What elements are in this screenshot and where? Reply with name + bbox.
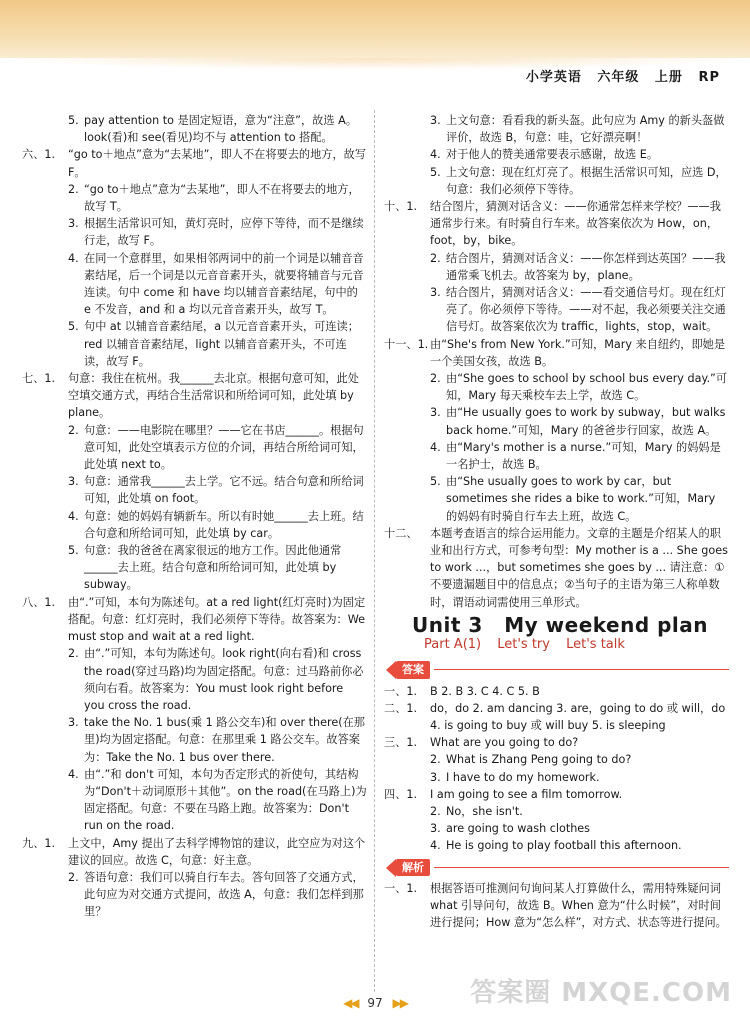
answer-item [384, 820, 729, 837]
item-text: 由“Mary's mother is a nurse.”可知，Mary 的妈妈是一名护士，故选 B。 [446, 440, 721, 472]
item-text: 句意：我的爸爸在离家很远的地方工作。因此他通常______去上班。结合句意和所给词可知，此处填 by subway。 [84, 544, 342, 592]
item-number: 十、1. [384, 200, 418, 214]
item-text: 由“She usually goes to work by car，but sometimes she rides a bike to work.”可知，Mary 的妈妈有时骑自行车去上班，故选 C。 [446, 475, 716, 523]
answer-item [22, 542, 367, 594]
item-text: 由“She goes to school by school bus every day.”可知，Mary 每天乘校车去上学，故选 C。 [446, 372, 728, 403]
item-number: 2. [68, 182, 79, 196]
answer-item [384, 769, 729, 786]
item-text: 根据答语可推测问句询问某人打算做什么，需用特殊疑问词 what 引导问句，故选 B。When 意为“什么时候”，对时间进行提问；How 意为“怎么样”，对方式、状态等进行提问。 [430, 881, 727, 930]
analysis-rule [434, 867, 729, 868]
answer-item [384, 837, 729, 854]
answer-item [384, 786, 729, 803]
column-divider [374, 110, 375, 992]
analysis-heading [396, 855, 729, 880]
item-text: 在同一个意群里，如果相邻两词中的前一个词是以辅音音素结尾，后一个词是以元音音素开头，就要将辅音与元音连读。句中 come 和 have 均以辅音音素结尾，句中的 e 不发音，and 和 a 均以元音音素开头，故写 T。 [84, 251, 364, 317]
answers-heading [396, 657, 729, 682]
item-text: 由“.”可知，本句为陈述句。at a red light(红灯亮时)为固定搭配。句意：红灯亮时，我们必须停下等待。故答案为：We must stop and wait at a red light. [68, 595, 366, 644]
item-number: 3. [430, 770, 441, 784]
analysis-list [384, 880, 729, 932]
answer-item [22, 318, 367, 370]
item-number: 2. [430, 372, 441, 386]
item-text: 由“She's from New York.”可知，Mary 来自纽约，即她是一个美国女孩，故选 B。 [430, 337, 726, 368]
answer-item [22, 181, 367, 215]
item-text: 由“He usually goes to work by subway，but walks back home.”可知，Mary 的爸爸步行回家，故选 A。 [446, 406, 726, 437]
page-number: 97 [367, 996, 383, 1010]
item-text: I have to do my homework. [446, 770, 600, 784]
item-number: 5. [430, 165, 441, 179]
item-number: 二、1. [384, 701, 418, 715]
answer-item [384, 370, 729, 404]
item-number: 4. [68, 509, 79, 523]
item-number: 3. [430, 822, 441, 836]
answer-item [384, 198, 729, 250]
answer-list [384, 683, 729, 855]
item-number: 十二、 [384, 526, 418, 540]
item-text: take the No. 1 bus(乘 1 路公交车)和 over there(在那里)均为固定搭配。句意：在那里乘 1 路公交车。故答案为：Take the No. 1 bus over there. [84, 716, 365, 764]
next-arrows-icon: ▶▶ [392, 996, 407, 1010]
answer-item [384, 473, 729, 525]
item-text: are going to wash clothes [446, 822, 591, 836]
answer-item [384, 751, 729, 768]
item-number: 3. [68, 716, 79, 730]
answer-item [22, 766, 367, 835]
item-number: 三、1. [384, 736, 418, 750]
item-text: What are you going to do? [430, 736, 579, 750]
answer-item [384, 164, 729, 198]
item-text: do，do 2. am dancing 3. are，going to do 或 will，do 4. is going to buy 或 will buy 5. is sleeping [430, 701, 726, 732]
answer-item [22, 714, 367, 766]
item-number: 2. [430, 251, 441, 265]
item-number: 4. [430, 839, 441, 853]
answer-item [384, 525, 729, 611]
answer-item [22, 869, 367, 921]
item-number: 九、1. [22, 836, 56, 850]
right-column [384, 112, 729, 931]
left-column [22, 112, 367, 921]
item-text: 句意：——电影院在哪里？——它在书店______。根据句意可知，此处空填表示方位的介词，再结合所给词可知，此处填 next to。 [84, 423, 364, 472]
answers-rule [434, 669, 729, 670]
item-text: 上文中，Amy 提出了去科学博物馆的建议，此空应为对这个建议的回应。故选 C，句意：好主意。 [68, 836, 366, 867]
answer-item [22, 422, 367, 474]
answer-item [384, 734, 729, 751]
item-number: 3. [68, 475, 79, 489]
item-text: 由“.”可知，本句为陈述句。look right(向右看)和 cross the road(穿过马路)均为固定搭配。句意：过马路前你必须向右看。故答案为：You must look right before you cross the road. [84, 647, 364, 712]
answer-item [384, 880, 729, 932]
item-number: 2. [68, 423, 79, 437]
answer-item [384, 112, 729, 146]
answer-item [22, 250, 367, 319]
answer-item [22, 473, 367, 507]
grade: 六年级 [597, 70, 640, 85]
answer-item [384, 284, 729, 336]
item-number: 5. [68, 320, 79, 334]
answer-item [384, 803, 729, 820]
item-number: 4. [430, 440, 441, 454]
item-text: 句意：我住在杭州。我______去北京。根据句意可知，此处空填交通方式，再结合生活常识和所给词可知，此处填 by plane。 [68, 372, 359, 420]
item-text: 结合图片，猜测对话含义：——你怎样到达英国？——我通常乘飞机去。故答案为 by，plane。 [446, 251, 726, 282]
answer-item [384, 404, 729, 438]
answer-item [384, 146, 729, 163]
answer-item [384, 439, 729, 473]
item-text: 句中 at 以辅音音素结尾，a 以元音音素开头，可连读；red 以辅音音素结尾，light 以辅音音素开头，不可连读，故写 F。 [84, 320, 359, 368]
header-band [0, 0, 750, 62]
item-number: 4. [68, 251, 79, 265]
part-name: Part A(1) [424, 637, 482, 653]
edition: RP [698, 70, 720, 85]
analysis-tag: 解析 [396, 859, 430, 876]
item-text: No，she isn't. [446, 804, 523, 818]
prev-arrows-icon: ◀◀ [343, 996, 358, 1010]
answer-item [22, 370, 367, 422]
right-column-answers [384, 112, 729, 611]
item-text: 本题考查语言的综合运用能力。文章的主题是介绍某人的职业和出行方式，可参考句型：My mother is a ... She goes to work ...，but sometimes she goes by ... 请注意：①不要遗漏题目中的信息点；②当句子的主语为第三人称单数时，谓语动词需使用三单形式。 [430, 526, 728, 609]
subject: 小学英语 [525, 70, 582, 85]
item-number: 5. [68, 114, 79, 127]
item-number: 一、1. [384, 881, 418, 895]
item-text: 结合图片，猜测对话含义：——看交通信号灯。现在红灯亮了。你必须停下等待。——对不起，我必须要关注交通信号灯。故答案依次为 traffic，lights，stop，wait。 [446, 286, 726, 334]
item-text: What is Zhang Peng going to do? [446, 753, 632, 767]
item-text: 句意：通常我______去上学。它不远。结合句意和所给词可知，此处填 on foot。 [84, 475, 364, 506]
item-number: 3. [430, 114, 441, 127]
item-number: 2. [68, 870, 79, 884]
item-number: 十一、1. [384, 337, 429, 351]
answer-item [22, 215, 367, 249]
item-number: 3. [68, 217, 79, 231]
unit-name: My weekend plan [504, 612, 709, 637]
answer-item [384, 336, 729, 370]
item-number: 四、1. [384, 787, 418, 801]
item-text: pay attention to 是固定短语，意为“注意”，故选 A。look(看)和 see(看见)均不与 attention to 搭配。 [84, 114, 357, 145]
answer-item [22, 835, 367, 869]
item-number: 3. [430, 406, 441, 420]
item-text: He is going to play football this afternoon. [446, 839, 682, 853]
item-number: 2. [68, 647, 79, 661]
item-text: 上文句意：看看我的新头盔。此句应为 Amy 的新头盔做评价，故选 B，句意：哇，它好漂亮啊！ [446, 114, 725, 145]
unit-title [412, 612, 729, 637]
item-text: 上文句意：现在红灯亮了。根据生活常识可知，应选 D，句意：我们必须停下等待。 [446, 165, 727, 196]
item-text: 根据生活常识可知，黄灯亮时，应停下等待，而不是继续行走，故写 F。 [84, 217, 364, 248]
item-text: 答语句意：我们可以骑自行车去。答句回答了交通方式，此句应为对交通方式提问，故选 A，句意：我们怎样到那里？ [84, 870, 364, 919]
item-number: 八、1. [22, 595, 56, 609]
answers-tag: 答案 [396, 661, 430, 678]
answer-item [384, 683, 729, 700]
item-text: 句意：她的妈妈有辆新车。所以有时她______去上班。结合句意和所给词可知，此处填 by car。 [84, 509, 364, 540]
item-text: 由“.”和 don't 可知，本句为否定形式的祈使句，其结构为“Don't＋动词原形＋其他”。on the road(在马路上)为固定搭配。句意：不要在马路上跑。故答案为：Don't run on the road. [84, 767, 367, 833]
watermark: 答案圈 MXQE.COM [470, 978, 732, 1008]
item-number: 2. [430, 804, 441, 818]
answer-item [384, 700, 729, 734]
item-number: 3. [430, 286, 441, 300]
item-number: 2. [430, 753, 441, 767]
item-text: I am going to see a film tomorrow. [430, 787, 623, 801]
item-number: 4. [430, 148, 441, 162]
item-number: 六、1. [22, 148, 56, 162]
answer-item [22, 112, 367, 146]
item-text: 结合图片，猜测对话含义：——你通常怎样来学校？——我通常步行来。有时骑自行车来。故答案依次为 How，on，foot，by，bike。 [430, 200, 721, 248]
item-text: “go to＋地点”意为“去某地”，即人不在将要去的地方，故写 T。 [84, 182, 360, 214]
part-talk: Let's talk [566, 637, 625, 653]
answer-item [22, 594, 367, 646]
answer-item [384, 250, 729, 284]
item-number: 一、1. [384, 684, 418, 698]
item-text: “go to＋地点”意为“去某地”，即人不在将要去的地方，故写 F。 [68, 148, 367, 179]
item-number: 4. [68, 767, 79, 781]
answer-item [22, 146, 367, 180]
answer-item [22, 645, 367, 714]
answer-item [22, 508, 367, 542]
item-number: 七、1. [22, 372, 56, 386]
part-heading [424, 636, 729, 653]
item-number: 5. [68, 544, 79, 558]
item-text: 对于他人的赞美通常要表示感谢，故选 E。 [446, 148, 659, 162]
volume: 上册 [654, 70, 683, 85]
unit-label: Unit 3 [412, 612, 483, 637]
book-header [516, 66, 720, 85]
item-number: 5. [430, 475, 441, 489]
item-text: B 2. B 3. C 4. C 5. B [430, 684, 540, 698]
part-try: Let's try [497, 637, 550, 653]
